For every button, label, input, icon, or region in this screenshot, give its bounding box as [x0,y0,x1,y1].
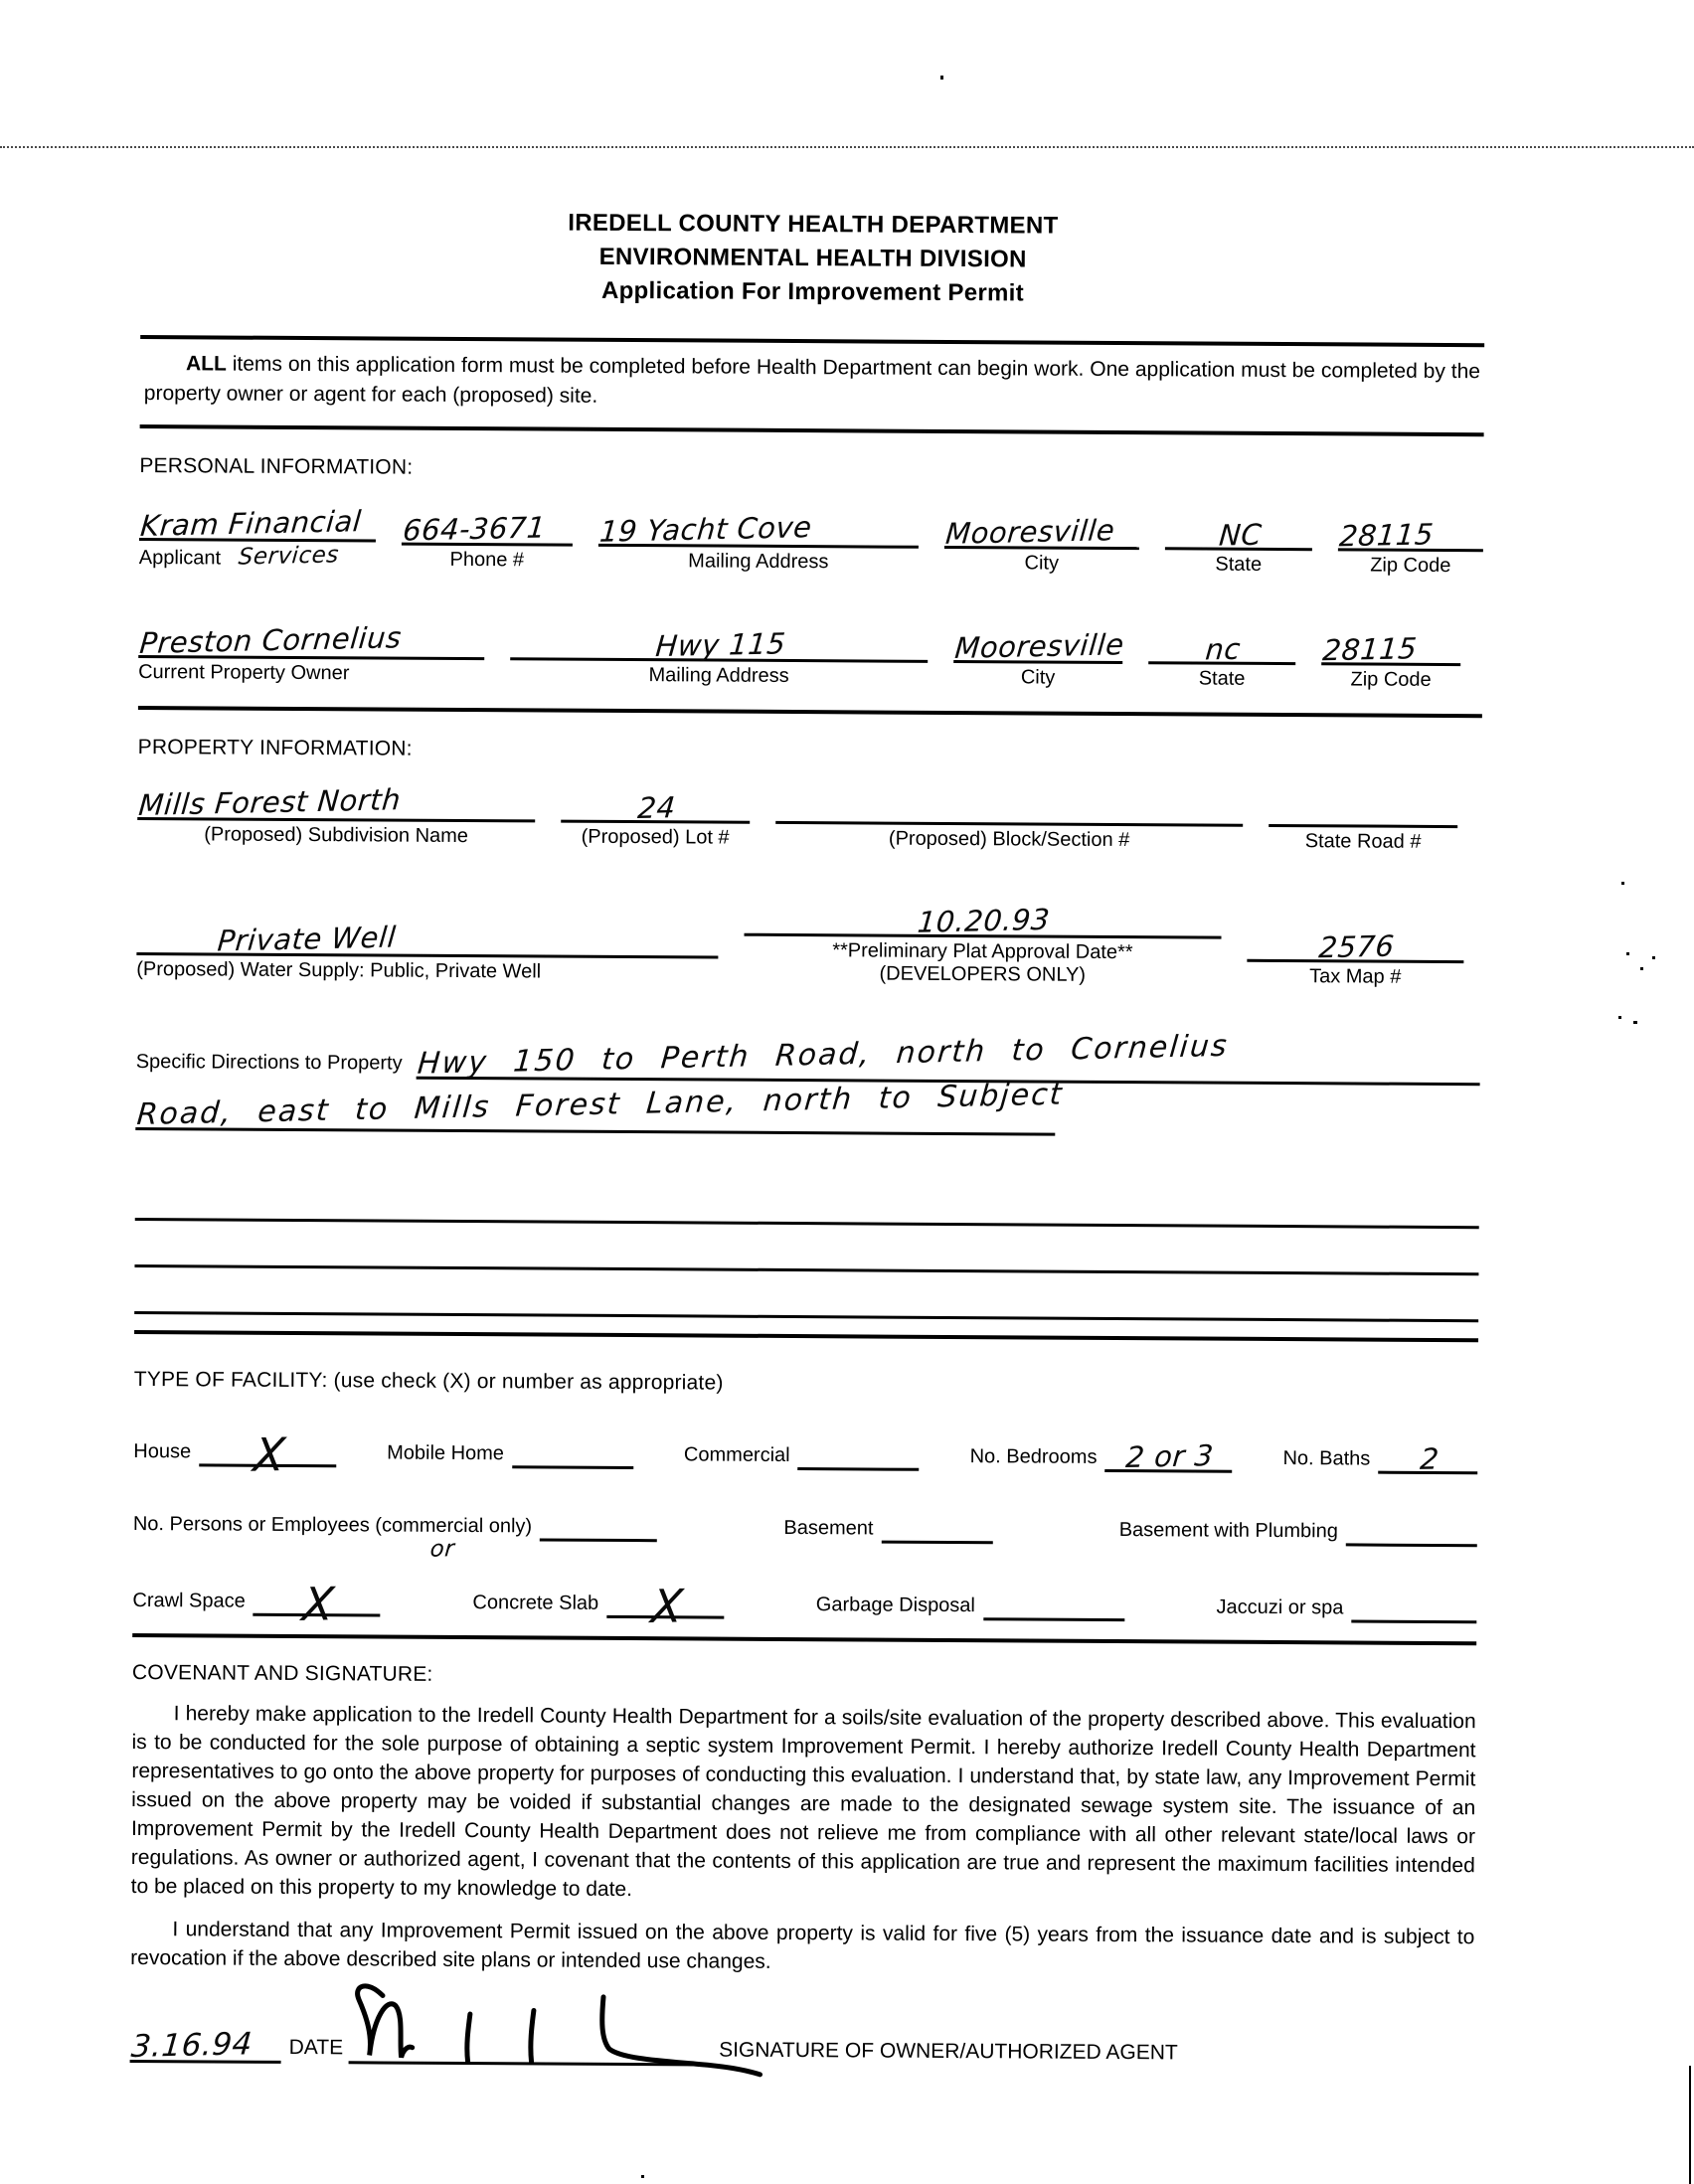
owner-signature-scrawl [343,1975,771,2078]
basement-line [881,1501,992,1545]
state-label: State [1215,553,1263,576]
scan-speck [1626,952,1629,955]
commercial-label: Commercial [683,1443,790,1467]
facility-jaccuzi [1216,1580,1476,1624]
field-tax-map [1247,910,1463,989]
concrete-slab-label: Concrete Slab [472,1592,599,1614]
plat-date-line [745,884,1222,939]
plat-date-value: 10.20.93 [916,902,1052,939]
date-line [130,2012,281,2064]
lot-line [561,770,750,824]
facility-commercial [684,1427,920,1470]
zip-value: 28115 [1337,517,1436,554]
signature-row [130,2012,1474,2071]
lot-label: (Proposed) Lot # [581,825,730,849]
covenant-paragraph-2: I understand that any Improvement Permit issued on the above property is valid for five (5) years from the issuance date and is subject to revocation if the above described site plans or intended use changes. [130,1918,1475,1973]
scan-edge-line [1689,2066,1691,2184]
crawl-space-label: Crawl Space [132,1589,246,1612]
owner-city-value: Mooresville [953,627,1126,666]
facility-bedrooms [970,1428,1233,1473]
owner-value: Preston Cornelius [138,620,404,660]
section-divider [138,706,1482,718]
owner-zip-label: Zip Code [1350,668,1432,691]
facility-heading: TYPE OF FACILITY: (use check (X) or number as appropriate) [133,1367,724,1395]
water-supply-value: Private Well [216,920,398,958]
field-owner-state [1148,611,1295,691]
directions-line-2 [135,1077,1065,1136]
subdivision-row [137,767,1481,854]
applicant-line [139,488,376,542]
tax-map-line [1247,910,1463,963]
field-water-supply [136,903,718,985]
persons-label: No. Persons or Employees (commercial only) [132,1512,533,1538]
state-line [1165,497,1312,551]
bedrooms-label: No. Bedrooms [969,1445,1098,1468]
scan-speck [641,2175,644,2178]
header-line-department: IREDELL COUNTY HEALTH DEPARTMENT [568,209,1059,240]
scan-speck [940,76,943,80]
garbage-disposal-line [983,1578,1124,1621]
facility-crawl-space [132,1573,381,1632]
garbage-disposal-label: Garbage Disposal [815,1594,975,1617]
form-header [140,204,1485,313]
city-value: Mooresville [943,513,1116,551]
field-state [1165,497,1312,577]
facility-basement-plumbing [1119,1502,1477,1547]
owner-state-value: nc [1204,631,1243,667]
field-applicant [139,488,376,571]
owner-label: Current Property Owner [138,660,350,685]
owner-zip-value: 28115 [1321,631,1419,668]
baths-label: No. Baths [1282,1447,1371,1470]
directions-blank-line-1 [135,1174,1479,1229]
field-owner [138,605,484,686]
subdivision-label: (Proposed) Subdivision Name [204,823,469,848]
facility-basement [783,1500,992,1544]
city-line [944,496,1139,550]
section-divider [134,1330,1478,1342]
plat-date-sublabel: (DEVELOPERS ONLY) [879,962,1087,986]
baths-line [1378,1431,1477,1475]
directions-line-1 [416,1028,1480,1087]
facility-row-2 [133,1496,1477,1547]
scan-perforation-line [0,146,1694,148]
owner-state-label: State [1198,667,1246,690]
mailing-address-value: 19 Yacht Cove [597,510,814,549]
baths-value: 2 [1418,1441,1440,1476]
house-label: House [133,1439,192,1463]
facility-mobile-home [387,1426,633,1470]
date-label: DATE [288,2035,344,2060]
personal-information-heading: PERSONAL INFORMATION: [139,453,414,479]
field-city [944,496,1139,576]
tax-map-value: 2576 [1317,928,1397,965]
owner-state-line [1148,611,1295,665]
covenant-paragraph-1: I hereby make application to the Iredell County Health Department for a soils/site evaluation of the property described above. This evaluation is to be conducted for the sole purpose of obtaining a septic system Improvement Permit. I hereby authorize Iredell County Health Department representatives to go onto the above property for purposes of conducting this evaluation. I understand that, by state law, any Improvement Permit issued on the above property may be voided if substantial changes are made to the designated sewage system site. The issuance of an Improvement Permit by the Iredell County Health Department does not relieve me from compliance with all other relevant state/local laws or regulations. As owner or authorized agent, I covenant that the contents of this application are true and represent the maximum facilities intended to be placed on this property to my knowledge to date. [130,1702,1476,1902]
directions-blank-line-2 [134,1221,1478,1275]
block-section-label: (Proposed) Block/Section # [888,827,1130,852]
owner-zip-line [1321,612,1460,666]
facility-row-3 [132,1536,1476,1634]
scan-speck [1633,1021,1637,1024]
subdivision-value: Mills Forest North [137,782,403,822]
instructions-lead-word: ALL [185,352,227,376]
facility-row-1 [133,1424,1477,1482]
scan-speck [1652,956,1655,959]
phone-value: 664-3671 [401,510,548,548]
state-road-line [1269,774,1457,828]
applicant-row [139,488,1483,578]
field-lot [561,770,750,850]
mailing-address-line [598,494,919,549]
owner-city-label: City [1020,666,1056,689]
or-note: or [428,1536,456,1563]
phone-line [402,493,573,547]
water-supply-label: (Proposed) Water Supply: Public, Private Well [136,957,542,983]
zip-line [1338,498,1483,552]
scan-speck [1618,1016,1621,1019]
property-information-heading: PROPERTY INFORMATION: [137,735,413,760]
directions-blank-line-3 [134,1267,1478,1322]
house-check: X [251,1427,288,1482]
zip-label: Zip Code [1370,554,1451,578]
field-subdivision [137,767,535,848]
scan-speck [1621,882,1624,885]
jaccuzi-line [1351,1580,1476,1623]
field-state-road [1269,774,1457,854]
instructions-box [140,335,1485,436]
field-block-section [775,771,1243,853]
facility-baths [1282,1430,1477,1474]
field-owner-city [953,610,1126,690]
field-owner-zip [1321,612,1460,692]
persons-line [540,1498,657,1542]
house-line [199,1424,336,1482]
crawl-space-check: X [300,1577,337,1632]
scan-speck [1640,967,1643,970]
subdivision-line [137,767,535,822]
block-section-line [775,771,1243,827]
owner-mailing-line [510,607,928,663]
directions-value-1: Hwy 150 to Perth Road, north to Cornelius [416,1028,1231,1082]
facility-garbage-disposal [816,1577,1124,1621]
facility-house [133,1424,336,1482]
applicant-label: Applicant Services [138,542,340,571]
mobile-home-line [512,1426,633,1469]
section-divider [132,1633,1476,1645]
concrete-slab-line [606,1576,724,1634]
signature-line [349,2013,705,2066]
owner-line [138,605,484,660]
covenant-heading: COVENANT AND SIGNATURE: [131,1660,433,1686]
basement-plumbing-line [1346,1503,1477,1547]
bedrooms-line [1104,1429,1232,1473]
signature-label: SIGNATURE OF OWNER/AUTHORIZED AGENT [719,2038,1178,2065]
owner-row [138,605,1482,692]
basement-label: Basement [783,1516,874,1540]
instructions-body: items on this application form must be completed before Health Department can begin work. One application must be completed by the property owner or agent for each (proposed) site. [143,352,1481,408]
facility-persons [133,1496,658,1542]
owner-city-line [953,610,1126,666]
header-line-title: Application For Improvement Permit [600,276,1025,307]
directions-label: Specific Directions to Property [135,1050,403,1075]
mailing-address-label: Mailing Address [688,550,829,574]
header-line-division: ENVIRONMENTAL HEALTH DIVISION [598,243,1027,273]
facility-concrete-slab [472,1575,724,1634]
applicant-value-line2: Services [237,542,340,571]
mobile-home-label: Mobile Home [387,1441,505,1465]
instructions-text [144,349,1480,417]
field-zip [1338,498,1483,578]
bedrooms-value: 2 or 3 [1124,1438,1216,1475]
owner-mailing-value: Hwy 115 [653,626,787,664]
water-supply-row [136,880,1481,989]
commercial-line [798,1428,920,1471]
field-owner-mailing-address [510,607,928,689]
lot-value: 24 [636,790,677,826]
crawl-space-line [254,1574,381,1632]
directions-row [136,1029,1480,1086]
field-phone [402,493,573,573]
applicant-value: Kram Financial [138,504,363,543]
basement-plumbing-label: Basement with Plumbing [1118,1519,1338,1543]
field-mailing-address [598,494,919,575]
city-label: City [1024,552,1060,575]
tax-map-label: Tax Map # [1309,965,1402,988]
state-road-label: State Road # [1304,830,1422,853]
date-value: 3.16.94 [129,2026,254,2065]
jaccuzi-label: Jaccuzi or spa [1216,1596,1344,1619]
state-value: NC [1217,517,1264,553]
plat-date-label: **Preliminary Plat Approval Date** [832,939,1133,964]
water-supply-line [136,903,718,959]
improvement-permit-form [130,204,1485,2071]
field-plat-date [744,884,1222,988]
owner-mailing-label: Mailing Address [648,664,789,687]
covenant-text [130,1699,1476,1980]
concrete-slab-check: X [648,1579,686,1634]
phone-label: Phone # [449,548,525,572]
directions-value-2: Road, east to Mills Forest Lane, north to Subject [135,1077,1065,1132]
